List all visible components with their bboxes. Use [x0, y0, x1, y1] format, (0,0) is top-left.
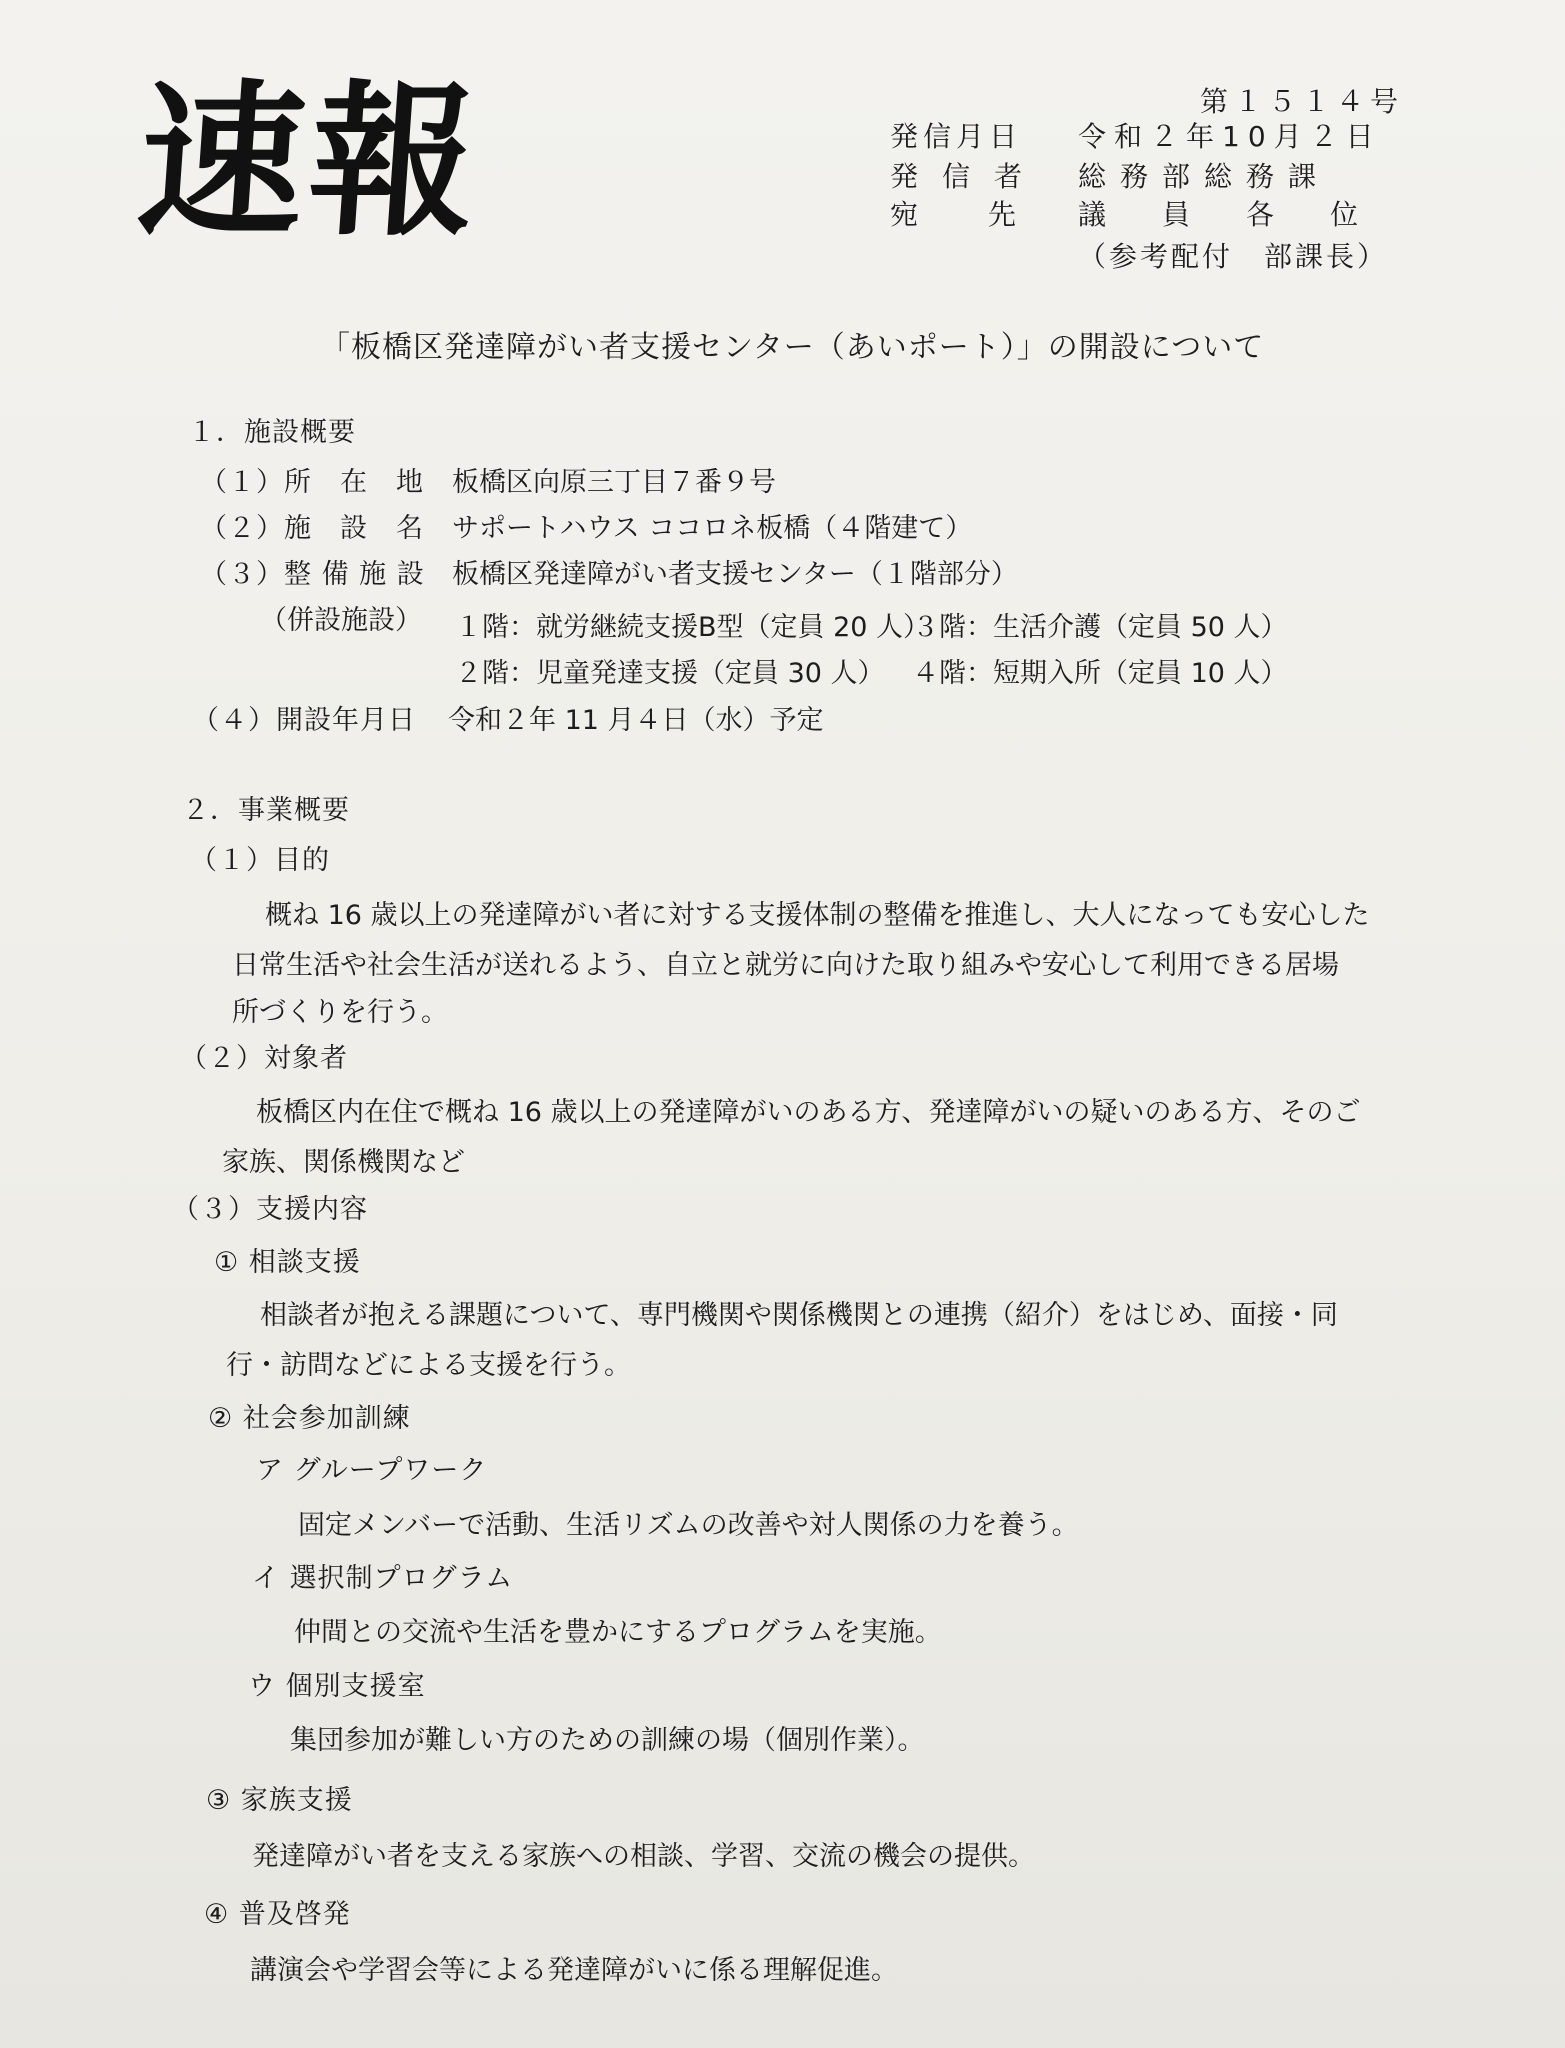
meta-label-recipient: 宛先 [890, 198, 1087, 231]
annex-label: （併設施設） [260, 605, 422, 636]
group-work-body: 固定メンバーで活動、生活リズムの改善や対人関係の力を養う。 [298, 1510, 1079, 1541]
section2-heading: ２．事業概要 [182, 795, 350, 826]
purpose-line-2: 日常生活や社会生活が送れるよう、自立と就労に向けた取り組みや安心して利用できる居場 [232, 950, 1339, 981]
facility-type-label: （３）整 備 施 設 [200, 559, 425, 590]
purpose-line-1: 概ね 16 歳以上の発達障がい者に対する支援体制の整備を推進し、大人になっても安心した [265, 900, 1370, 931]
document-title: 「板橋区発達障がい者支援センター（あいポート）」の開設について [320, 330, 1265, 365]
meta-label-date: 発信月日 [890, 120, 1023, 153]
meta-label-sender: 発信者 [890, 160, 1047, 193]
annex-floor-1: １階：就労継続支援B型（定員 20 人） [455, 612, 931, 643]
annex-floor-3: ３階：生活介護（定員 50 人） [912, 612, 1288, 643]
individual-room-body: 集団参加が難しい方のための訓練の場（個別作業）。 [290, 1725, 925, 1756]
target-line-2: 家族、関係機関など [222, 1147, 465, 1178]
consultation-heading: ① 相談支援 [214, 1247, 361, 1278]
awareness-heading: ④ 普及啓発 [204, 1899, 351, 1930]
facility-type-value: 板橋区発達障がい者支援センター（１階部分） [452, 559, 1018, 590]
meta-value-date: 令和２年10月２日 [1078, 120, 1382, 153]
reference-note: （参考配付 部課長） [1078, 240, 1389, 273]
consultation-line-2: 行・訪問などによる支援を行う。 [226, 1350, 631, 1381]
program-heading: イ 選択制プログラム [252, 1563, 514, 1594]
opening-date-value: 令和２年 11 月４日（水）予定 [448, 705, 824, 736]
individual-room-heading: ウ 個別支援室 [248, 1671, 426, 1702]
consultation-line-1: 相談者が抱える課題について、専門機関や関係機関との連携（紹介）をはじめ、面接・同 [260, 1300, 1338, 1331]
support-heading: （３）支援内容 [172, 1194, 368, 1225]
section1-heading: １．施設概要 [188, 417, 356, 448]
opening-date-label: （４）開設年月日 [192, 705, 416, 736]
annex-floor-4: ４階：短期入所（定員 10 人） [912, 658, 1288, 689]
awareness-body: 講演会や学習会等による発達障がいに係る理解促進。 [250, 1955, 898, 1986]
group-work-heading: ア グループワーク [256, 1455, 488, 1486]
facility-name-value: サポートハウス ココロネ板橋（４階建て） [452, 513, 973, 544]
social-training-heading: ② 社会参加訓練 [208, 1403, 411, 1434]
location-label: （１）所 在 地 [200, 467, 424, 498]
facility-name-label: （２）施 設 名 [200, 513, 424, 544]
family-support-heading: ③ 家族支援 [206, 1785, 353, 1816]
location-value: 板橋区向原三丁目７番９号 [452, 467, 776, 498]
meta-value-recipient: 議員各位 [1078, 198, 1415, 231]
bulletin-title: 速報 [132, 64, 488, 258]
meta-value-sender: 総務部総務課 [1078, 160, 1331, 193]
issue-number: 第１５１４号 [1200, 85, 1405, 118]
target-heading: （２）対象者 [180, 1043, 348, 1074]
purpose-heading: （１）目的 [190, 845, 330, 876]
program-body: 仲間との交流や生活を豊かにするプログラムを実施。 [294, 1617, 942, 1648]
annex-floor-2: ２階：児童発達支援（定員 30 人） [455, 658, 885, 689]
family-support-body: 発達障がい者を支える家族への相談、学習、交流の機会の提供。 [252, 1841, 1035, 1872]
purpose-line-3: 所づくりを行う。 [232, 997, 448, 1028]
target-line-1: 板橋区内在住で概ね 16 歳以上の発達障がいのある方、発達障がいの疑いのある方、そのご [256, 1097, 1361, 1128]
